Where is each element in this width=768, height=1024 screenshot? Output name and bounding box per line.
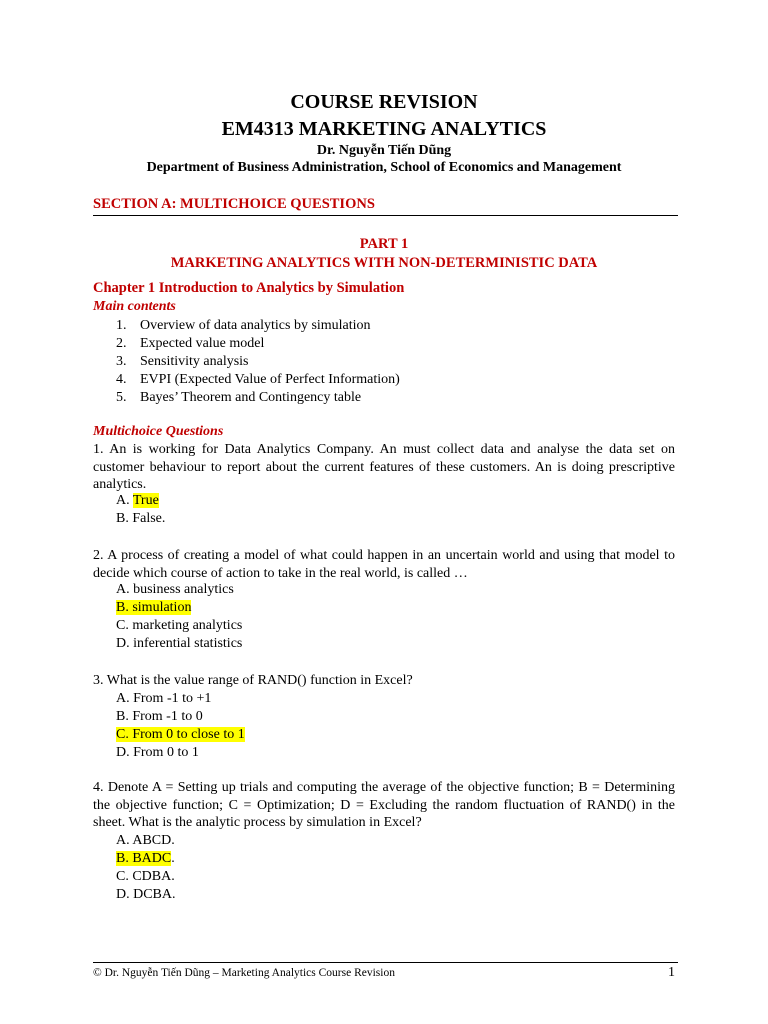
list-number: 3.: [116, 354, 127, 369]
list-number: 1.: [116, 318, 127, 333]
option-label: A. From -1 to +1: [116, 691, 212, 706]
option-label: A. ABCD.: [116, 833, 175, 848]
option-label: D. From 0 to 1: [116, 745, 199, 760]
section-heading: SECTION A: MULTICHOICE QUESTIONS: [93, 196, 375, 212]
highlighted-answer: B. BADC: [116, 851, 172, 866]
section-divider: [93, 215, 678, 216]
option-label: B. From -1 to 0: [116, 709, 203, 724]
option-c: [116, 726, 245, 744]
list-item: [116, 353, 400, 371]
option-label: B. False.: [116, 511, 166, 526]
option-d: [116, 744, 245, 762]
highlighted-answer: True: [132, 493, 159, 508]
option-a: [116, 832, 176, 850]
question-3-options: [116, 690, 245, 762]
question-1-text: 1. An is working for Data Analytics Company. An must collect data and analyse the data set on customer behaviour to report about the current features of these customers. An is doing prescriptive analytics.: [93, 442, 675, 492]
option-label: A. business analytics: [116, 582, 234, 597]
highlighted-answer: C. From 0 to close to 1: [116, 727, 245, 742]
question-3-text: 3. What is the value range of RAND() function in Excel?: [93, 673, 413, 688]
department-line: Department of Business Administration, School of Economics and Management: [146, 160, 622, 175]
option-c: [116, 617, 242, 635]
option-a: [116, 690, 245, 708]
option-b: [116, 599, 242, 617]
page-number: 1: [668, 965, 675, 980]
option-label: A.: [116, 493, 133, 508]
list-item: [116, 371, 400, 389]
list-text: EVPI (Expected Value of Perfect Information): [140, 372, 400, 387]
option-suffix: .: [171, 851, 175, 866]
option-a: [116, 492, 165, 510]
list-item: [116, 317, 400, 335]
option-d: [116, 886, 176, 904]
part-label: PART 1: [359, 236, 409, 252]
contents-list: [116, 317, 400, 407]
list-text: Sensitivity analysis: [140, 354, 249, 369]
option-label: D. inferential statistics: [116, 636, 243, 651]
list-item: [116, 335, 400, 353]
list-text: Overview of data analytics by simulation: [140, 318, 371, 333]
question-4-options: [116, 832, 176, 904]
option-b: [116, 708, 245, 726]
highlighted-answer: B. simulation: [116, 600, 192, 615]
multichoice-label: Multichoice Questions: [93, 424, 224, 439]
list-number: 2.: [116, 336, 127, 351]
list-number: 4.: [116, 372, 127, 387]
option-b: [116, 510, 165, 528]
question-2-options: [116, 581, 242, 653]
question-2-text: 2. A process of creating a model of what could happen in an uncertain world and using that model to decide which course of action to take in the real world, is called …: [93, 548, 675, 581]
list-number: 5.: [116, 390, 127, 405]
option-label: C. CDBA.: [116, 869, 175, 884]
option-label: C. marketing analytics: [116, 618, 243, 633]
option-b: [116, 850, 176, 868]
part-title: MARKETING ANALYTICS WITH NON-DETERMINISTIC DATA: [170, 255, 598, 271]
course-title: EM4313 MARKETING ANALYTICS: [221, 118, 547, 140]
option-c: [116, 868, 176, 886]
question-4-text: 4. Denote A = Setting up trials and computing the average of the objective function; B = Determining the objective function; C = Optimization; D = Excluding the random fluctuation of RAND() in the sheet. What is the analytic process by simulation in Excel?: [93, 780, 675, 830]
option-d: [116, 635, 242, 653]
chapter-title: Chapter 1 Introduction to Analytics by Simulation: [93, 280, 405, 296]
option-a: [116, 581, 242, 599]
list-text: Bayes’ Theorem and Contingency table: [140, 390, 362, 405]
option-label: D. DCBA.: [116, 887, 176, 902]
author-name: Dr. Nguyễn Tiến Dũng: [316, 143, 452, 158]
list-item: [116, 389, 400, 407]
list-text: Expected value model: [140, 336, 265, 351]
footer-divider: [93, 962, 678, 963]
document-title: COURSE REVISION: [290, 91, 478, 113]
main-contents-label: Main contents: [93, 299, 176, 314]
footer-text: © Dr. Nguyễn Tiến Dũng – Marketing Analytics Course Revision: [93, 967, 395, 979]
question-1-options: [116, 492, 165, 528]
